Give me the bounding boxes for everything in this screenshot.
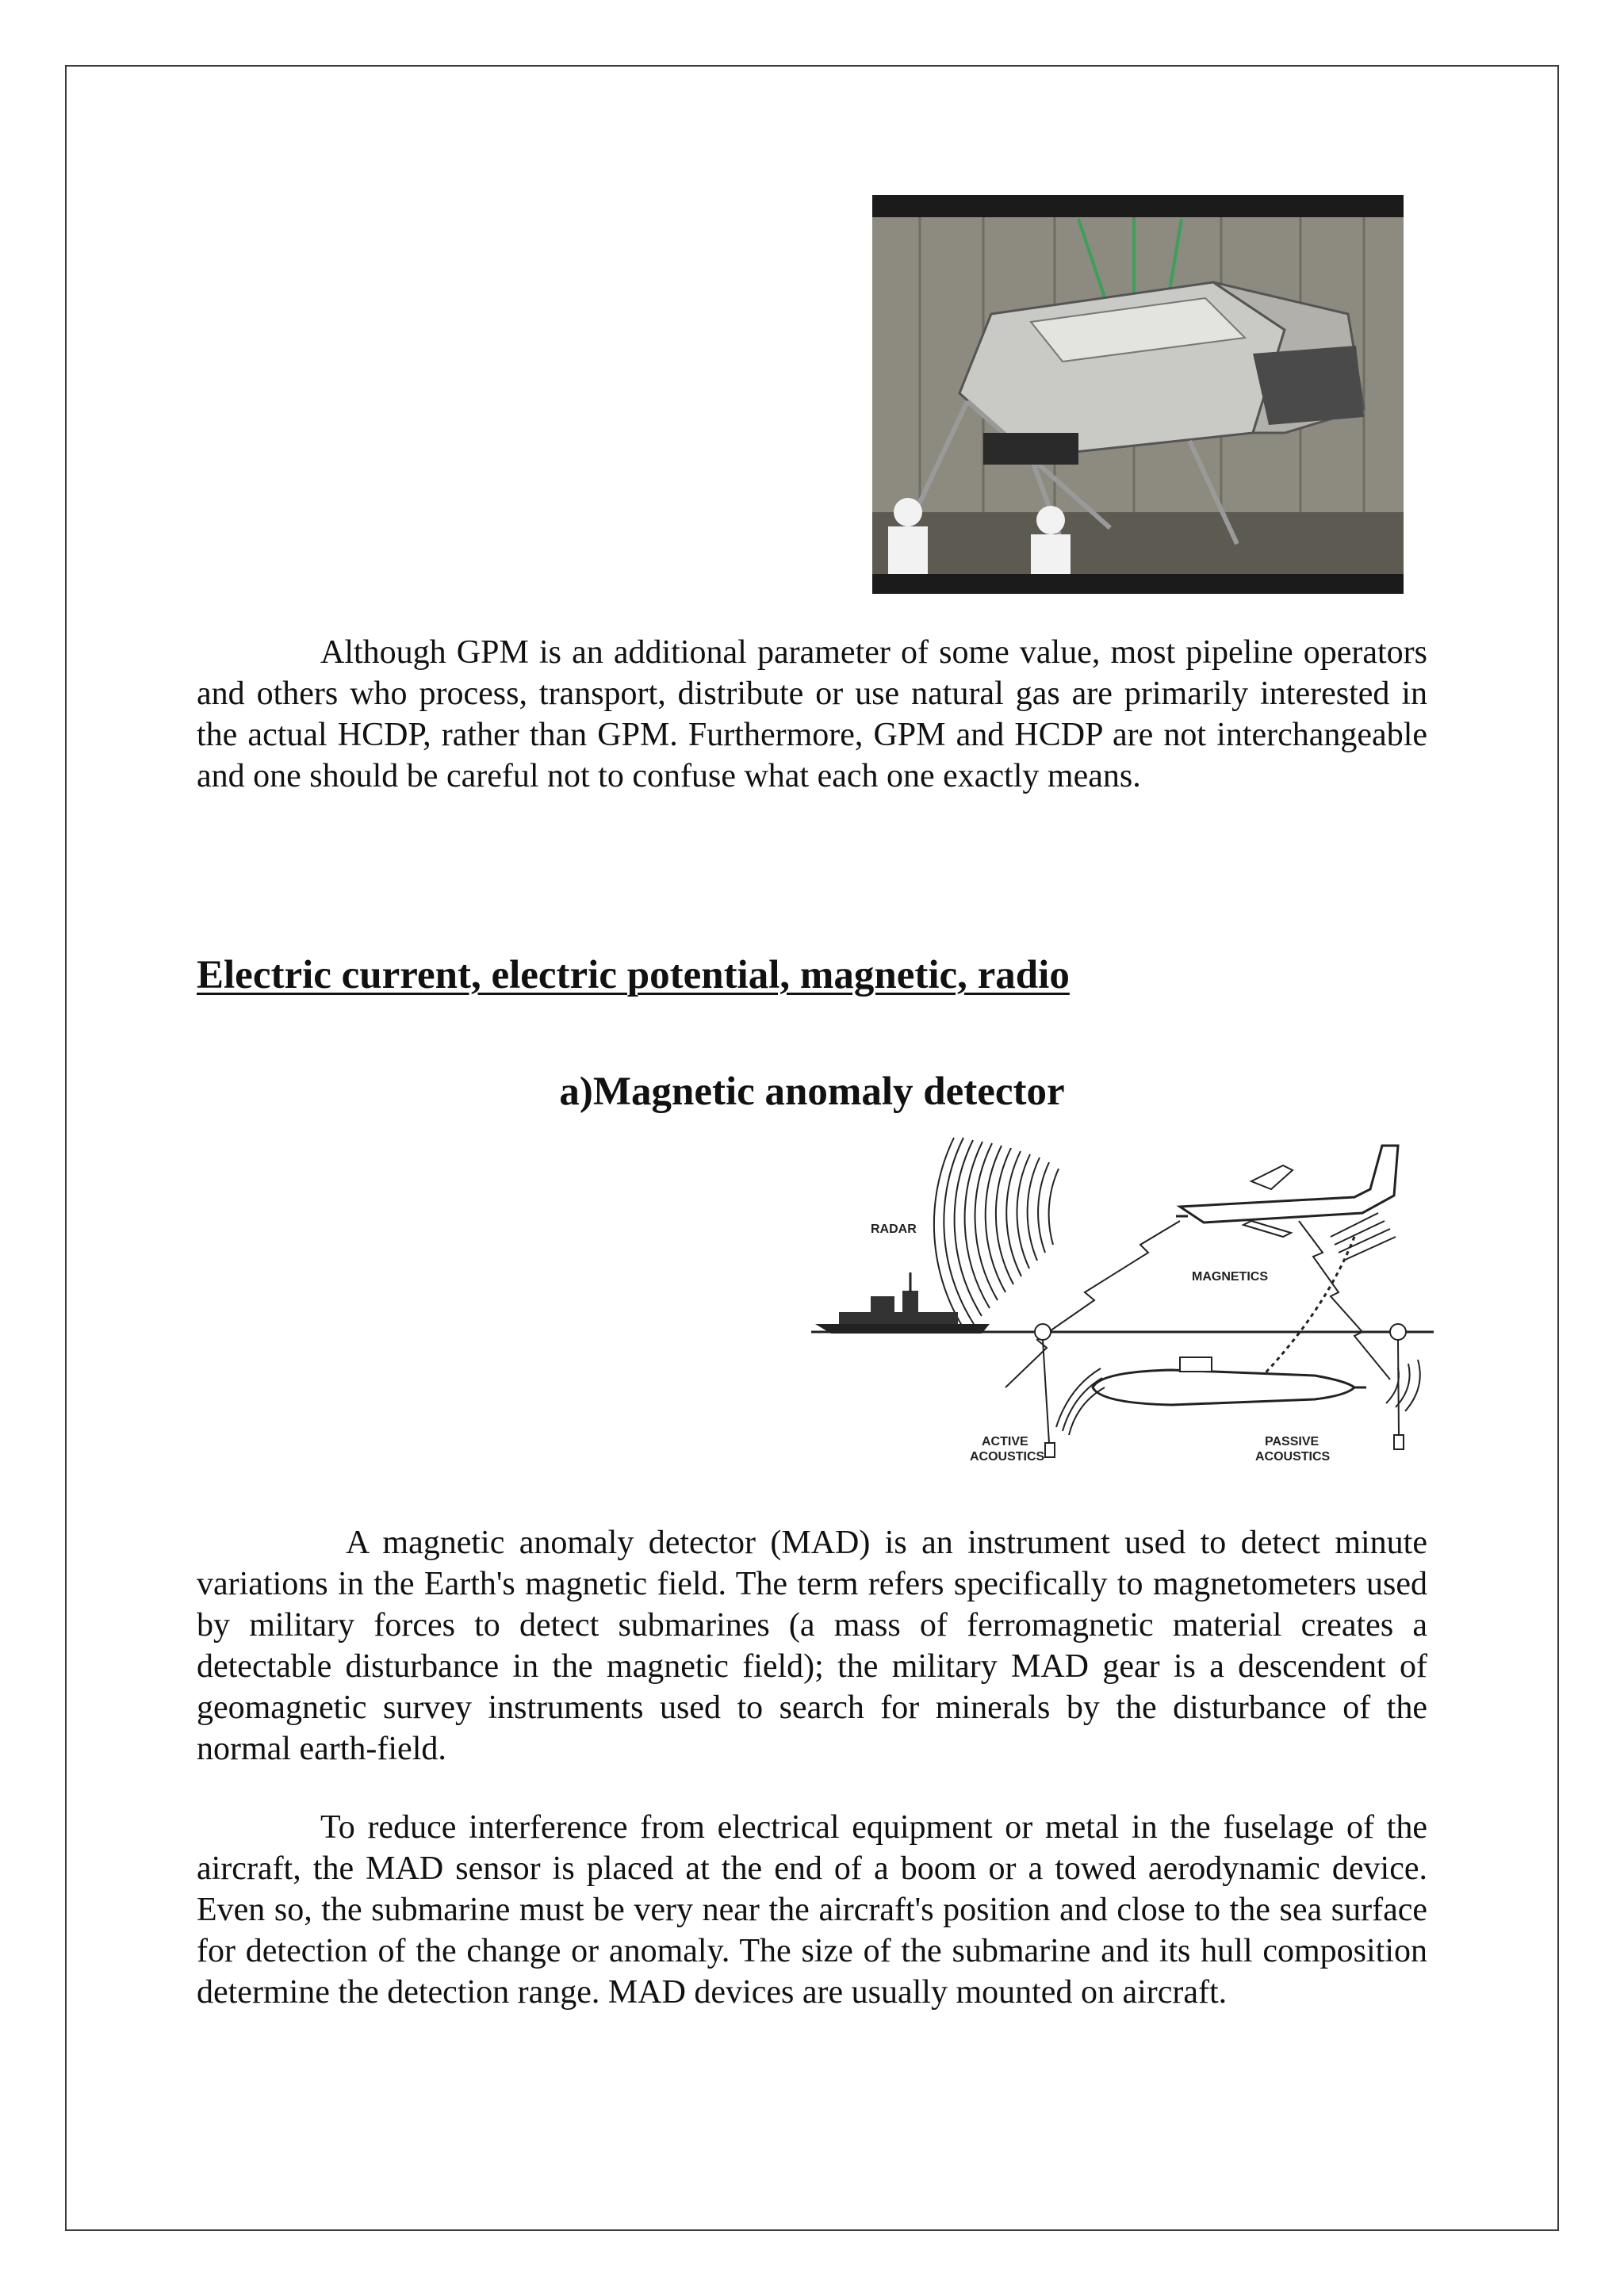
active-acoustics-label-2: ACOUSTICS	[970, 1450, 1045, 1464]
paragraph-mad-definition: A magnetic anomaly detector (MAD) is an instrument used to detect minute variations in the Earth's magnetic field. The term refers specifically to magnetometers used by military forces to detect submarines (a mass of ferromagnetic material creates a detectable disturbance in the magnetic field); the military MAD gear is a descendent of geomagnetic survey instruments used to search for minerals by the disturbance of the normal earth-field.	[197, 1525, 1427, 1767]
magnetics-label: MAGNETICS	[1192, 1270, 1268, 1284]
subsection-heading: a)Magnetic anomaly detector	[559, 1070, 1065, 1114]
paragraph-gpm-hcdp: Although GPM is an additional parameter of some value, most pipeline operators and others who process, transport, distribute or use natural gas are primarily interested in the actual HCDP, rather than GPM. Furthermore, GPM and HCDP are not interchangeable and one should be careful not to confuse what each one exactly means.	[197, 634, 1427, 794]
passive-acoustics-label-2: ACOUSTICS	[1255, 1450, 1331, 1464]
active-acoustics-label-1: ACTIVE	[982, 1435, 1028, 1448]
passive-acoustics-label-1: PASSIVE	[1265, 1435, 1320, 1448]
mad-detection-diagram	[807, 1134, 1435, 1475]
paragraph-mad-placement: To reduce interference from electrical equipment or metal in the fuselage of the aircraft, the MAD sensor is placed at the end of a boom or a towed aerodynamic device. Even so, the submarine must be very near the aircraft's position and close to the sea surface for detection of the change or anomaly. The size of the submarine and its hull composition determine the detection range. MAD devices are usually mounted on aircraft.	[197, 1809, 1427, 2011]
section-heading: Electric current, electric potential, magnetic, radio	[197, 953, 1070, 997]
satellite-photo-icon	[872, 195, 1404, 594]
radar-label: RADAR	[871, 1223, 917, 1236]
